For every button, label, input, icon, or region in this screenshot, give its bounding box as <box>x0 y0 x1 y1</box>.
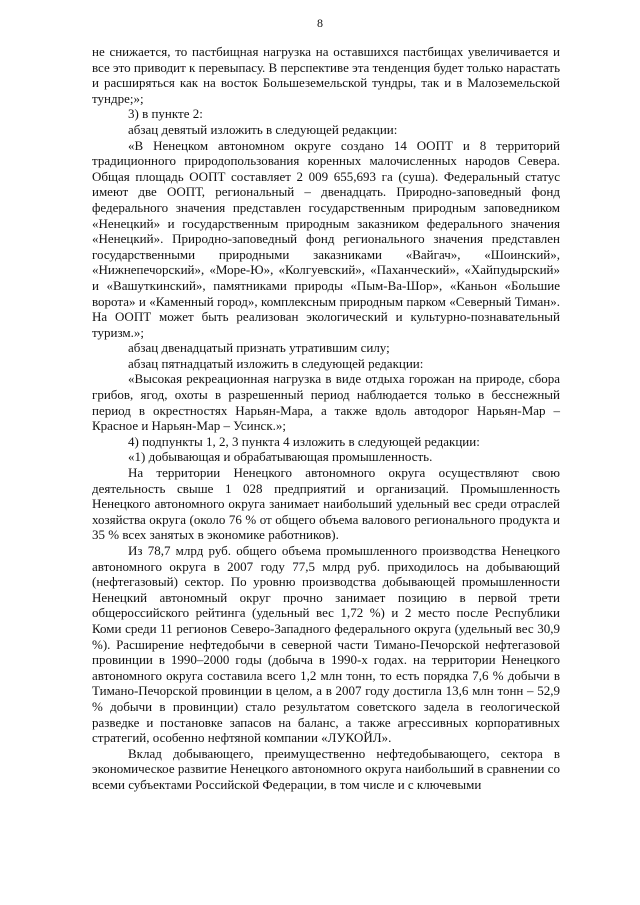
paragraph: не снижается, то пастбищная нагрузка на оставшихся пастбищах увеличивается и все это приводит к перевыпасу. В перспективе эта тенденция будет только нарастать и расширяться как на восток Большеземельской тундры, так и в Малоземельской тундре;»; <box>92 44 560 106</box>
paragraph: «Высокая рекреационная нагрузка в виде отдыха горожан на природе, сбора грибов, ягод, охоты в разрешенный период наблюдается только в бесснежный период в окрестностях Нарьян-Мара, а также вдоль автодорог Нарьян-Мар – Красное и Нарьян-Мар – Усинск.»; <box>92 371 560 434</box>
document-body <box>92 44 560 793</box>
paragraph: Из 78,7 млрд руб. общего объема промышленного производства Ненецкого автономного округа в 2007 году 77,5 млрд руб. приходилось на добывающий (нефтегазовый) сектор. По уровню производства добывающей промышленности Ненецкий автономный округ прочно занимает позицию в первой трети общероссийского рейтинга (удельный вес 1,72 %) и 2 место после Республики Коми среди 11 регионов Северо-Западного федерального округа (удельный вес 30,9 %). Расширение нефтедобычи в северной части Тимано-Печорской нефтегазовой провинции в 1990–2000 годы (добыча в 1990-х годах. на территории Ненецкого автономного округа составила всего 1,2 млн тонн, то есть порядка 7,6 % добычи в Тимано-Печорской провинции в целом, а в 2007 году достигла 13,6 млн тонн – 52,9 % добычи в провинции) стало результатом советского задела в геологической разведке и постановке запасов на баланс, а также агрессивных корпоративных стратегий, особенно нефтяной компании «ЛУКОЙЛ». <box>92 543 560 746</box>
paragraph: «1) добывающая и обрабатывающая промышленность. <box>128 449 433 465</box>
paragraph: Вклад добывающего, преимущественно нефтедобывающего, сектора в экономическое развитие Ненецкого автономного округа наибольший в сравнении со всеми субъектами Российской Федерации, в том числе и с ключевыми <box>92 745 560 792</box>
paragraph: 3) в пункте 2: <box>128 106 203 122</box>
page-number: 8 <box>317 16 323 30</box>
paragraph: На территории Ненецкого автономного округа осуществляют свою деятельность свыше 1 028 предприятий и организаций. Промышленность Ненецкого автономного округа занимает наибольший удельный вес среди отраслей хозяйства округа (около 76 % от общего объема валового регионального продукта и 35 % всех занятых в экономике работников). <box>92 465 560 543</box>
paragraph: «В Ненецком автономном округе создано 14 ООПТ и 8 территорий традиционного природопользования коренных малочисленных народов Севера. Общая площадь ООПТ составляет 2 009 655,693 га (суша). Федеральный статус имеют две ООПТ, региональный – двенадцать. Природно-заповедный фонд федерального значения представлен государственным природным заповедником «Ненецкий» и государственным природным заказником федерального значения «Ненецкий». Природно-заповедный фонд регионального значения представлен государственными природными заказниками «Вайгач», «Шоинский», «Нижнепечорский», «Море-Ю», «Колгуевский», «Паханческий», «Хайпудырский» и «Вашуткинский», памятниками природы «Пым-Ва-Шор», «Каньон «Большие ворота» и «Каменный город», комплексным природным парком «Северный Тиман». На ООПТ может быть реализован экологический и культурно-познавательный туризм.»; <box>92 137 560 340</box>
paragraph: 4) подпункты 1, 2, 3 пункта 4 изложить в следующей редакции: <box>128 433 480 449</box>
paragraph: абзац двенадцатый признать утратившим силу; <box>128 340 390 356</box>
paragraph: абзац девятый изложить в следующей редакции: <box>128 121 398 137</box>
paragraph: абзац пятнадцатый изложить в следующей редакции: <box>128 355 424 371</box>
